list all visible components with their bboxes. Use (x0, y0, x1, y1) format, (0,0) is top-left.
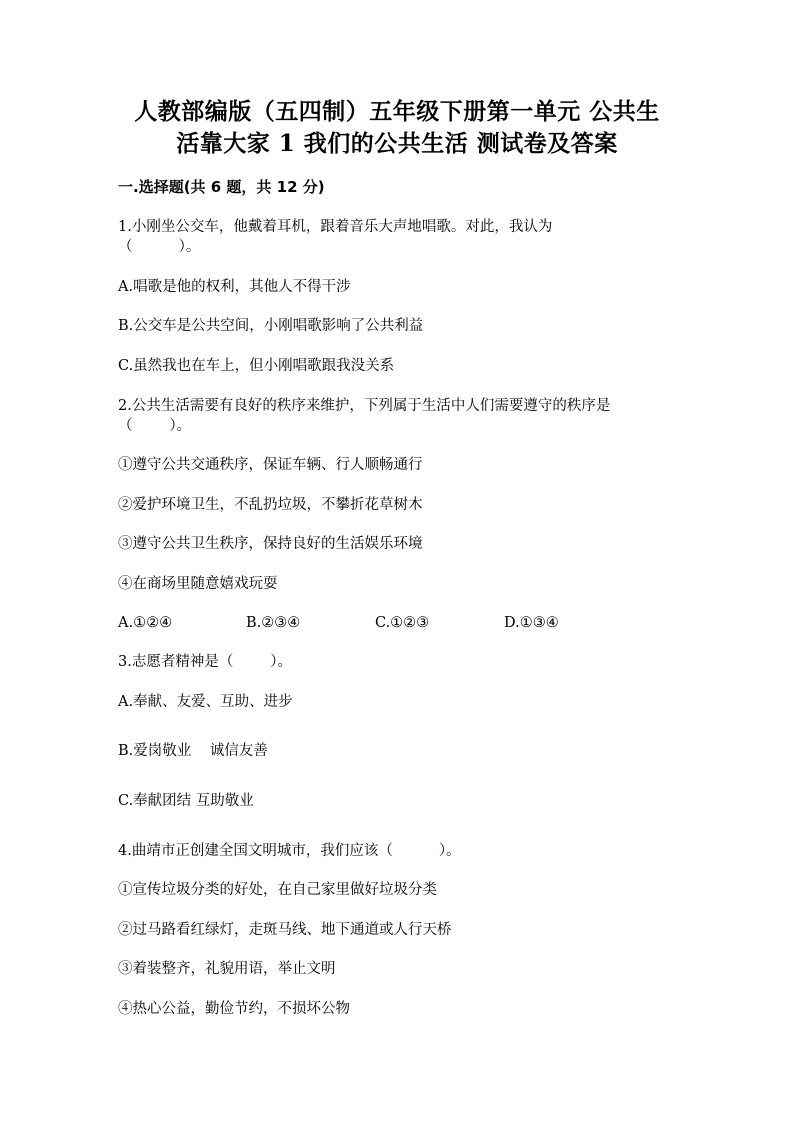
document-title-line-1: 人教部编版（五四制）五年级下册第一单元 公共生 (134, 98, 660, 125)
question-4-item-2: ②过马路看红绿灯，走斑马线、地下通道或人行天桥 (118, 922, 452, 938)
question-2-options (118, 613, 678, 633)
question-2-item-3: ③遵守公共卫生秩序，保持良好的生活娱乐环境 (118, 536, 423, 552)
question-2-stem-line-2: （ ）。 (118, 418, 192, 434)
question-4-item-4: ④热心公益，勤俭节约，不损坏公物 (118, 1001, 350, 1017)
question-2-item-1: ①遵守公共交通秩序，保证车辆、行人顺畅通行 (118, 457, 423, 473)
question-2-stem-line-1: 2.公共生活需要有良好的秩序来维护，下列属于生活中人们需要遵守的秩序是 (118, 398, 611, 414)
question-4-stem: 4.曲靖市正创建全国文明城市，我们应该（ ）。 (118, 843, 461, 859)
question-1-stem-line-2: （ ）。 (118, 239, 201, 255)
section-heading: 一.选择题(共 6 题，共 12 分) (118, 178, 325, 196)
question-3-option-b: B.爱岗敬业 诚信友善 (118, 743, 268, 759)
question-1-stem-line-1: 1.小刚坐公交车，他戴着耳机，跟着音乐大声地唱歌。对此，我认为 (118, 219, 553, 235)
question-2-option-d: D.①③④ (504, 615, 559, 631)
question-3-option-a: A.奉献、友爱、互助、进步 (118, 694, 293, 710)
question-1-option-a: A.唱歌是他的权利，其他人不得干涉 (118, 279, 351, 295)
question-4-item-3: ③着装整齐，礼貌用语，举止文明 (118, 961, 336, 977)
question-2-item-2: ②爱护环境卫生，不乱扔垃圾，不攀折花草树木 (118, 497, 423, 513)
question-1-option-b: B.公交车是公共空间，小刚唱歌影响了公共利益 (118, 318, 424, 334)
question-1-option-c: C.虽然我也在车上，但小刚唱歌跟我没关系 (118, 358, 395, 374)
question-2-option-a: A.①②④ (118, 615, 173, 631)
document-title-line-2: 活靠大家 1 我们的公共生活 测试卷及答案 (176, 130, 618, 157)
question-2-item-4: ④在商场里随意嬉戏玩耍 (118, 576, 278, 592)
question-3-option-c: C.奉献团结 互助敬业 (118, 793, 254, 809)
question-2-option-c: C.①②③ (375, 615, 430, 631)
question-4-item-1: ①宣传垃圾分类的好处，在自己家里做好垃圾分类 (118, 882, 437, 898)
question-3-stem: 3.志愿者精神是（ ）。 (118, 654, 292, 670)
question-2-option-b: B.②③④ (246, 615, 301, 631)
